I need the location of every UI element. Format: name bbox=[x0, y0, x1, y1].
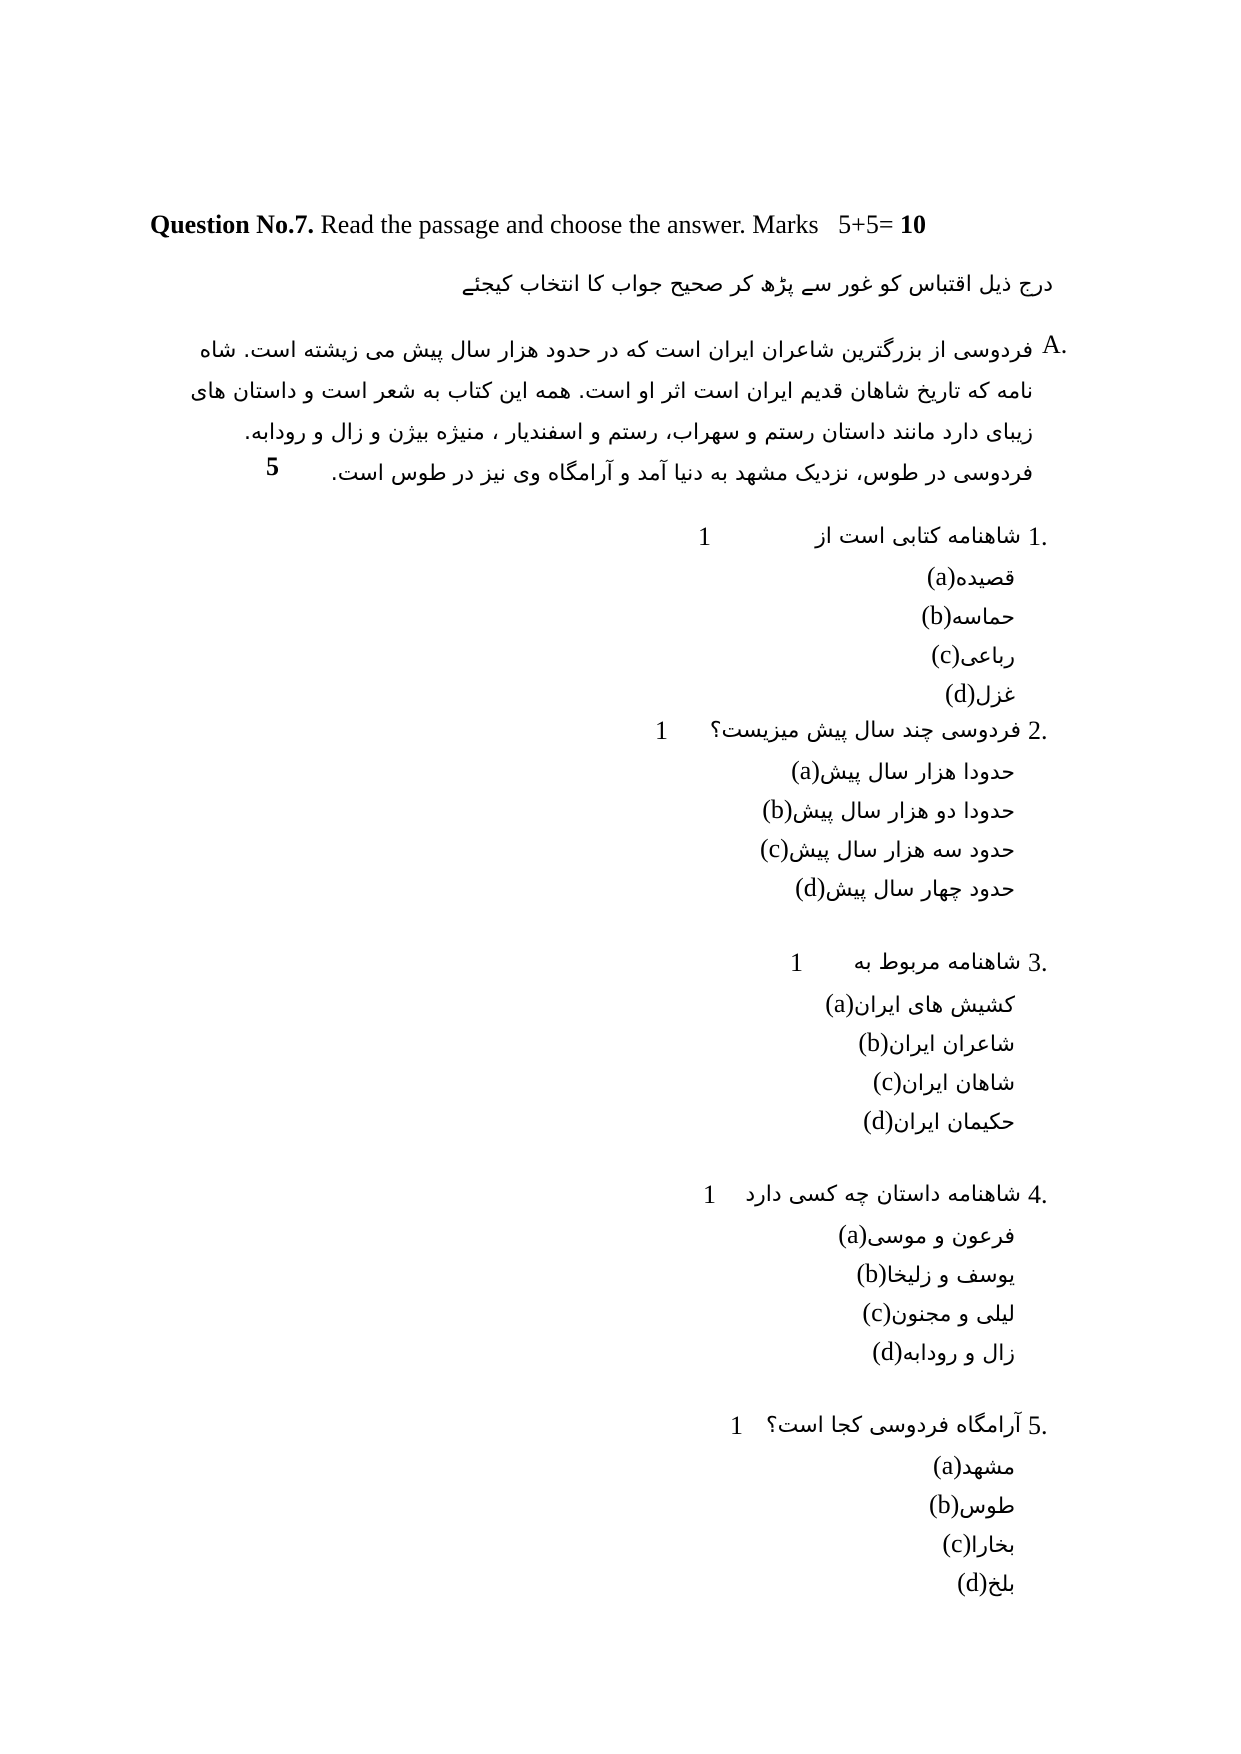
question-2-text: فردوسی چند سال پیش میزیست؟ bbox=[709, 718, 1021, 743]
option-letter: (a) bbox=[791, 756, 820, 785]
option-text: یوسف و زلیخا bbox=[886, 1263, 1015, 1288]
question-1-text: شاهنامه کتابی است از bbox=[815, 524, 1021, 549]
option-text: بلخ bbox=[987, 1572, 1015, 1597]
question-5-number: 5. bbox=[1028, 1411, 1048, 1440]
question-1-option-c bbox=[931, 640, 1015, 670]
option-letter: (c) bbox=[862, 1298, 892, 1327]
option-letter: (b) bbox=[762, 795, 793, 824]
question-3-text: شاهنامه مربوط به bbox=[853, 950, 1021, 975]
passage-mark: 5 bbox=[266, 452, 279, 481]
question-2-option-a bbox=[791, 756, 1015, 786]
question-3-option-c bbox=[873, 1067, 1015, 1097]
question-number: Question No.7. bbox=[150, 210, 314, 239]
question-3-option-d bbox=[863, 1106, 1015, 1136]
option-text: شاهان ایران bbox=[901, 1071, 1015, 1096]
question-1-number: 1. bbox=[1028, 522, 1048, 551]
passage-line: فردوسی در طوس، نزدیک مشهد به دنیا آمد و آرامگاه وی نیز در طوس است. bbox=[330, 461, 1033, 486]
question-4-mark: 1 bbox=[703, 1180, 716, 1209]
option-text: زال و رودابه bbox=[902, 1341, 1015, 1366]
option-letter: (c) bbox=[942, 1529, 972, 1558]
question-3-mark: 1 bbox=[790, 948, 803, 977]
question-2-number: 2. bbox=[1028, 716, 1048, 745]
question-2-mark: 1 bbox=[655, 716, 668, 745]
question-2-option-d bbox=[795, 873, 1015, 903]
question-4-option-d bbox=[872, 1337, 1015, 1367]
question-4-option-b bbox=[856, 1259, 1015, 1289]
question-5-text: آرامگاه فردوسی کجا است؟ bbox=[765, 1413, 1021, 1438]
marks-expression: 5+5= bbox=[838, 210, 894, 239]
option-text: حماسه bbox=[951, 605, 1015, 630]
option-letter: (c) bbox=[759, 834, 789, 863]
question-1-option-d bbox=[945, 679, 1015, 709]
passage-label: A. bbox=[1042, 330, 1068, 359]
option-text: غزل bbox=[975, 683, 1015, 708]
question-2-option-c bbox=[760, 834, 1015, 864]
option-text: شاعران ایران bbox=[888, 1032, 1015, 1057]
option-text: قصیده bbox=[955, 566, 1015, 591]
passage-line: زیبای دارد مانند داستان رستم و سهراب، رستم و اسفندیار ، منیژه بیژن و زال و رودابه. bbox=[244, 420, 1033, 445]
option-letter: (d) bbox=[795, 873, 826, 902]
passage-line: فردوسی از بزرگترین شاعران ایران است که در حدود هزار سال پیش می زیشته است. شاه bbox=[199, 338, 1033, 363]
question-1-option-a bbox=[927, 562, 1015, 592]
option-letter: (d) bbox=[945, 679, 976, 708]
question-3-number: 3. bbox=[1028, 948, 1048, 977]
option-text: حدودا هزار سال پیش bbox=[819, 760, 1015, 785]
option-letter: (d) bbox=[863, 1106, 894, 1135]
question-heading bbox=[150, 210, 926, 240]
question-1-mark: 1 bbox=[698, 522, 711, 551]
question-4-option-c bbox=[862, 1298, 1015, 1328]
question-5-option-d bbox=[957, 1568, 1015, 1598]
option-text: مشهد bbox=[961, 1455, 1015, 1480]
question-3-option-b bbox=[858, 1028, 1015, 1058]
passage bbox=[190, 330, 1033, 494]
option-letter: (a) bbox=[926, 562, 956, 591]
option-letter: (b) bbox=[856, 1259, 887, 1288]
question-4-number: 4. bbox=[1028, 1180, 1048, 1209]
question-4-option-a bbox=[838, 1220, 1015, 1250]
option-text: حدودا دو هزار سال پیش bbox=[792, 799, 1015, 824]
option-text: حدود چهار سال پیش bbox=[825, 877, 1015, 902]
question-4-text: شاهنامه داستان چه کسی دارد bbox=[745, 1182, 1021, 1207]
option-letter: (c) bbox=[872, 1067, 902, 1096]
option-letter: (b) bbox=[921, 601, 952, 630]
option-text: لیلی و مجنون bbox=[891, 1302, 1015, 1327]
question-3-option-a bbox=[825, 989, 1015, 1019]
option-letter: (d) bbox=[957, 1568, 988, 1597]
option-letter: (a) bbox=[838, 1220, 868, 1249]
option-letter: (d) bbox=[872, 1337, 903, 1366]
passage-line: نامه که تاریخ شاهان قدیم ایران است اثر او است. همه این کتاب به شعر است و داستان های bbox=[190, 379, 1033, 404]
question-instruction: Read the passage and choose the answer. Marks bbox=[320, 210, 819, 239]
option-text: بخارا bbox=[971, 1533, 1015, 1558]
marks-total: 10 bbox=[899, 210, 926, 239]
option-letter: (c) bbox=[931, 640, 961, 669]
option-text: حکیمان ایران bbox=[893, 1110, 1015, 1135]
question-5-option-a bbox=[933, 1451, 1015, 1481]
option-text: فرعون و موسی bbox=[867, 1224, 1015, 1249]
option-text: رباعی bbox=[960, 644, 1015, 669]
question-5-mark: 1 bbox=[730, 1411, 743, 1440]
option-letter: (b) bbox=[858, 1028, 889, 1057]
urdu-instruction: درج ذیل اقتباس کو غور سے پڑھ کر صحیح جواب کا انتخاب کیجئے bbox=[461, 272, 1053, 297]
question-5-option-c bbox=[942, 1529, 1015, 1559]
option-letter: (a) bbox=[825, 989, 855, 1018]
option-text: طوس bbox=[959, 1494, 1015, 1519]
option-letter: (a) bbox=[933, 1451, 962, 1480]
option-letter: (b) bbox=[928, 1490, 960, 1519]
question-1-option-b bbox=[921, 601, 1015, 631]
option-text: حدود سه هزار سال پیش bbox=[788, 838, 1015, 863]
question-5-option-b bbox=[929, 1490, 1015, 1520]
question-2-option-b bbox=[762, 795, 1015, 825]
option-text: کشیش های ایران bbox=[854, 993, 1015, 1018]
